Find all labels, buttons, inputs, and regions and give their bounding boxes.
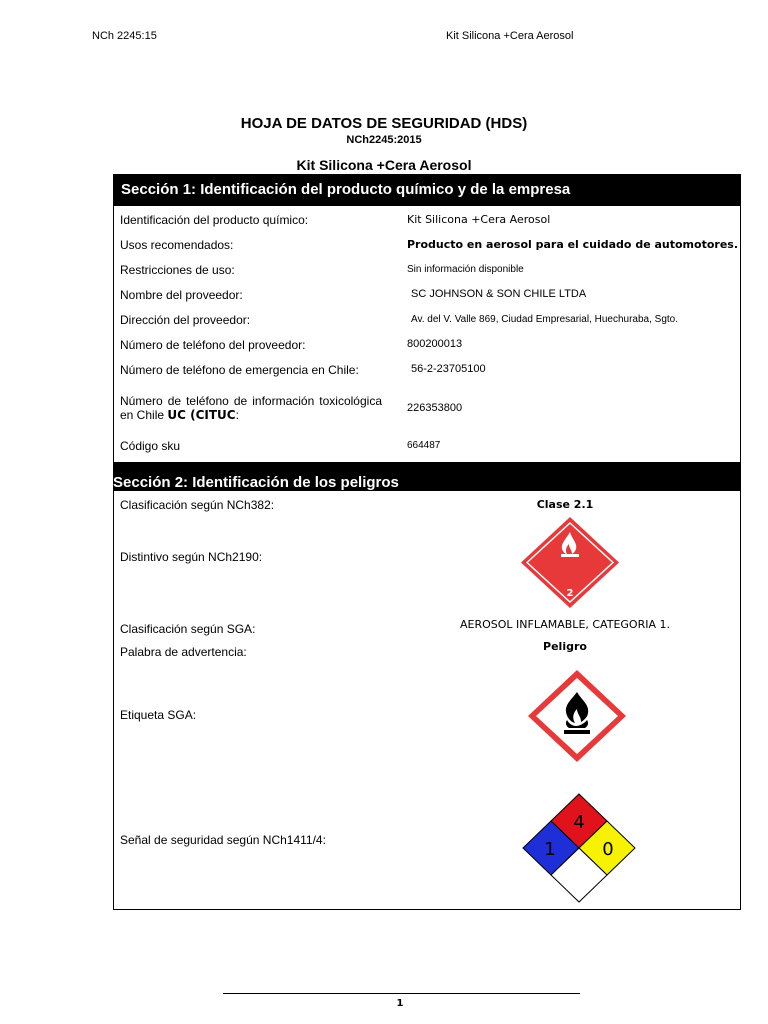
doc-norm: NCh2245:2015	[346, 134, 422, 146]
page-number: 1	[396, 998, 404, 1009]
s1-value-uses: Producto en aerosol para el cuidado de automotores.	[407, 238, 738, 251]
nfpa-health: 1	[544, 839, 556, 860]
doc-title: HOJA DE DATOS DE SEGURIDAD (HDS)	[240, 115, 528, 132]
s2-label-sga-label: Etiqueta SGA:	[120, 708, 197, 722]
s2-label-sga-classification: Clasificación según SGA:	[120, 622, 256, 636]
header-doc-code: NCh 2245:15	[92, 30, 157, 42]
header-product-name: Kit Silicona +Cera Aerosol	[446, 30, 574, 42]
s1-value-toxicology-phone: 226353800	[407, 402, 463, 414]
nfpa-flammability: 4	[573, 812, 585, 833]
s2-label-nch382: Clasificación según NCh382:	[120, 498, 275, 512]
flammable-gas-class2-placard-icon	[520, 516, 620, 609]
s1-label-address: Dirección del proveedor:	[120, 313, 251, 327]
s1-label-sku: Código sku	[120, 439, 181, 453]
s1-value-restrictions: Sin información disponible	[407, 264, 524, 275]
placard-class-number: 2	[566, 588, 574, 599]
nfpa-reactivity: 0	[602, 839, 614, 860]
s1-label-restrictions: Restricciones de uso:	[120, 263, 235, 277]
footer-divider	[223, 993, 580, 994]
s1-label-supplier-phone: Número de teléfono del proveedor:	[120, 338, 306, 352]
section1-title: Sección 1: Identificación del producto químico y de la empresa	[113, 174, 741, 206]
s1-value-sku: 664487	[407, 440, 441, 451]
s1-value-product-id: Kit Silicona +Cera Aerosol	[407, 213, 551, 226]
s2-value-signal-word: Peligro	[543, 640, 587, 653]
ghs-flame-pictogram-icon	[526, 668, 628, 764]
s1-label-toxicology-phone: Número de teléfono de información toxicológica en Chile UC (CITUC:	[120, 394, 382, 422]
s1-label-emergency-phone: Número de teléfono de emergencia en Chile:	[120, 363, 359, 377]
doc-product: Kit Silicona +Cera Aerosol	[296, 157, 472, 173]
s1-value-emergency-phone: 56-2-23705100	[411, 363, 486, 375]
s1-value-supplier-phone: 800200013	[407, 338, 463, 350]
nfpa-704-diamond-icon	[521, 793, 637, 903]
s2-value-nch382: Clase 2.1	[536, 498, 594, 511]
s1-label-supplier: Nombre del proveedor:	[120, 288, 243, 302]
s1-label-uses: Usos recomendados:	[120, 238, 234, 252]
s2-label-nch1411: Señal de seguridad según NCh1411/4:	[120, 833, 326, 847]
s2-value-sga-classification: AEROSOL INFLAMABLE, CATEGORIA 1.	[460, 618, 670, 631]
s2-label-nch2190: Distintivo según NCh2190:	[120, 550, 263, 564]
s2-label-signal-word: Palabra de advertencia:	[120, 645, 247, 659]
s1-value-address: Av. del V. Valle 869, Ciudad Empresarial, Huechuraba, Sgto.	[411, 314, 679, 325]
s1-value-supplier: SC JOHNSON & SON CHILE LTDA	[411, 288, 587, 300]
section2-title: Sección 2: Identificación de los peligros	[113, 463, 741, 491]
s1-label-product-id: Identificación del producto químico:	[120, 213, 309, 227]
